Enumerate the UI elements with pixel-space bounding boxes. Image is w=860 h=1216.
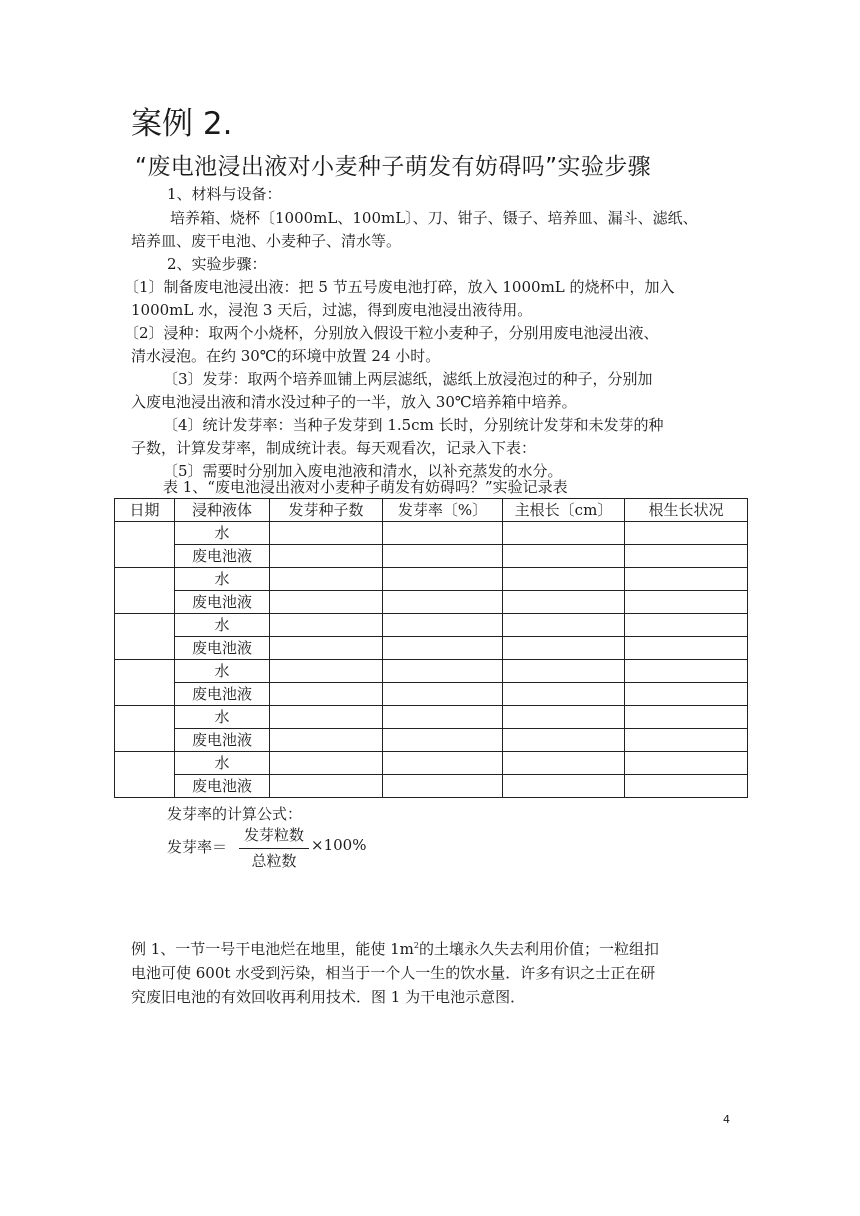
materials-line-1: 培养箱、烧杯〔1000mL、100mL〕、刀、钳子、镊子、培养皿、漏斗、滤纸、 xyxy=(170,209,698,227)
table-row xyxy=(115,683,748,706)
step-4-line-2: 子数，计算发芽率，制成统计表。每天观看次，记录入下表： xyxy=(131,439,537,457)
step-2-line-2: 清水浸泡。在约 30℃的环境中放置 24 小时。 xyxy=(131,347,441,365)
table-header-row xyxy=(115,499,748,522)
formula-numerator: 发芽粒数 xyxy=(243,826,304,844)
page-number: 4 xyxy=(723,1113,730,1126)
step-1-line-1: 〔1〕制备废电池浸出液：把 5 节五号废电池打碎，放入 1000mL 的烧杯中，加入 xyxy=(124,278,675,296)
example-line-2: 电池可使 600t 水受到污染，相当于一个人一生的饮水量．许多有识之士正在研 xyxy=(131,964,656,982)
header-germination-rate: 发芽率〔%〕 xyxy=(383,499,503,522)
table-row xyxy=(115,591,748,614)
step-4-line-1: 〔4〕统计发芽率：当种子发芽到 1.5cm 长时，分别统计发芽和未发芽的种 xyxy=(163,416,664,434)
liquid-water-cell: 水 xyxy=(175,614,270,637)
materials-line-2: 培养皿、废干电池、小麦种子、清水等。 xyxy=(131,232,402,250)
formula-rhs: ×100% xyxy=(311,836,367,854)
table-row xyxy=(115,545,748,568)
date-cell xyxy=(115,568,175,614)
liquid-water-cell: 水 xyxy=(175,568,270,591)
steps-heading: 2、实验步骤： xyxy=(167,255,267,273)
example-line-3: 究废旧电池的有效回收再利用技术．图 1 为干电池示意图． xyxy=(131,988,526,1006)
date-cell xyxy=(115,522,175,568)
superscript-2: 2 xyxy=(413,941,419,950)
table-row xyxy=(115,660,748,683)
table-row xyxy=(115,729,748,752)
table-row xyxy=(115,522,748,545)
liquid-battery-cell: 废电池液 xyxy=(175,545,270,568)
liquid-water-cell: 水 xyxy=(175,522,270,545)
liquid-water-cell: 水 xyxy=(175,660,270,683)
table-row xyxy=(115,637,748,660)
liquid-battery-cell: 废电池液 xyxy=(175,729,270,752)
table-row xyxy=(115,752,748,775)
header-root-growth: 根生长状况 xyxy=(625,499,748,522)
materials-heading: 1、材料与设备： xyxy=(167,185,282,203)
header-main-root-length: 主根长〔cm〕 xyxy=(503,499,625,522)
step-3-line-1: 〔3〕发芽：取两个培养皿铺上两层滤纸，滤纸上放浸泡过的种子，分别加 xyxy=(163,370,653,388)
step-2-line-1: 〔2〕浸种：取两个小烧杯，分别放入假设干粒小麦种子，分别用废电池浸出液、 xyxy=(124,324,659,342)
date-cell xyxy=(115,660,175,706)
liquid-battery-cell: 废电池液 xyxy=(175,637,270,660)
example-line-1: 例 1、一节一号干电池烂在地里，能使 $1m^2$的土壤永久失去利用价值；一粒组扣 xyxy=(131,940,659,958)
liquid-water-cell: 水 xyxy=(175,706,270,729)
fraction-bar xyxy=(239,848,309,849)
formula-denominator: 总粒数 xyxy=(251,852,297,870)
liquid-battery-cell: 废电池液 xyxy=(175,591,270,614)
step-1-line-2: 1000mL 水，浸泡 3 天后，过滤，得到废电池浸出液待用。 xyxy=(131,301,533,319)
liquid-water-cell: 水 xyxy=(175,752,270,775)
table-row xyxy=(115,775,748,798)
experiment-heading: “废电池浸出液对小麦种子萌发有妨碍吗”实验步骤 xyxy=(135,154,652,180)
table-row xyxy=(115,568,748,591)
header-liquid: 浸种液体 xyxy=(175,499,270,522)
table-caption: 表 1、“废电池浸出液对小麦种子萌发有妨碍吗？”实验记录表 xyxy=(163,478,568,496)
case-title: 案例 2. xyxy=(131,106,233,142)
experiment-record-table xyxy=(114,498,748,798)
formula-lhs: 发芽率＝ xyxy=(167,838,228,856)
table-row xyxy=(115,614,748,637)
date-cell xyxy=(115,752,175,798)
liquid-battery-cell: 废电池液 xyxy=(175,683,270,706)
step-3-line-2: 入废电池浸出液和清水没过种子的一半，放入 30℃培养箱中培养。 xyxy=(131,393,577,411)
formula-label: 发芽率的计算公式： xyxy=(167,805,303,823)
germination-rate-formula xyxy=(167,824,407,874)
header-date: 日期 xyxy=(115,499,175,522)
date-cell xyxy=(115,706,175,752)
header-germinated-count: 发芽种子数 xyxy=(270,499,383,522)
table-row xyxy=(115,706,748,729)
step-5-line-1: 〔5〕需要时分别加入废电池液和清水，以补充蒸发的水分。 xyxy=(163,462,563,480)
liquid-battery-cell: 废电池液 xyxy=(175,775,270,798)
date-cell xyxy=(115,614,175,660)
